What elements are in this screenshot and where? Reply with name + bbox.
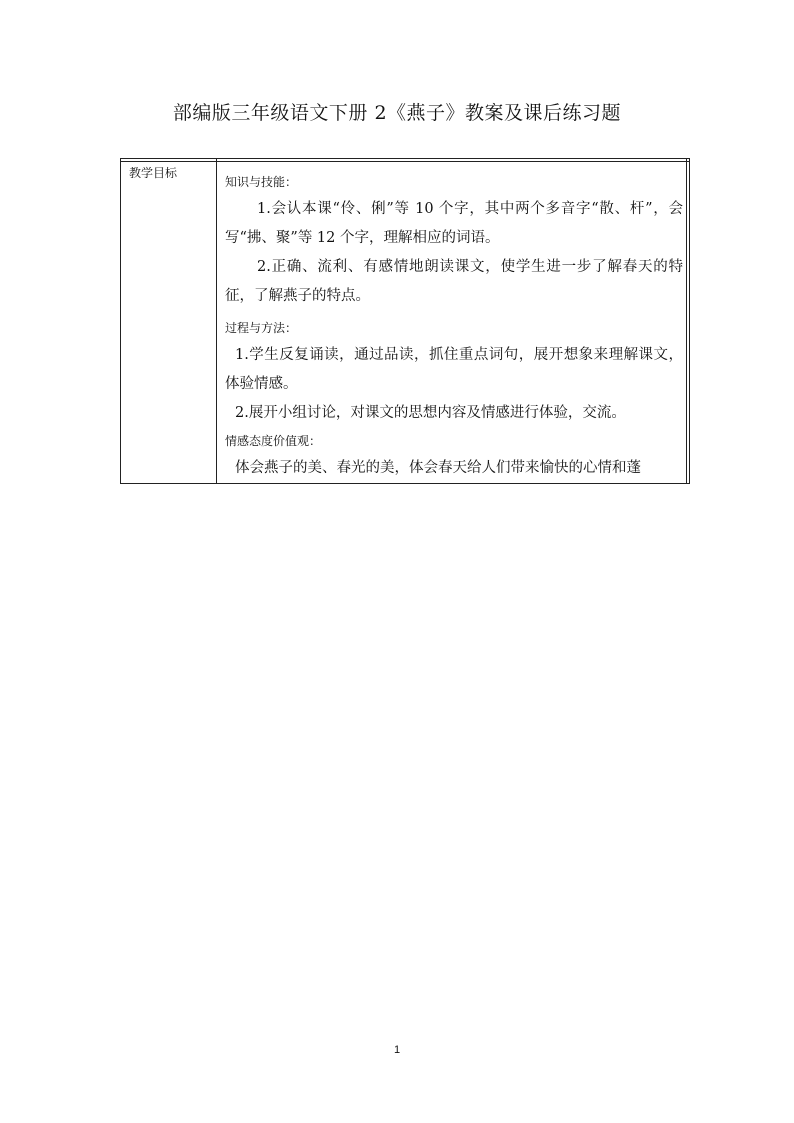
- objective-item: 2.正确、流利、有感情地朗读课文，使学生进一步了解春天的特征，了解燕子的特点。: [225, 259, 683, 304]
- table-inner-right-border: [686, 159, 687, 483]
- section-heading-process-methods: 过程与方法：: [225, 321, 298, 335]
- objective-item: 2.展开小组讨论，对课文的思想内容及情感进行体验，交流。: [235, 405, 626, 421]
- objective-item: 1.学生反复诵读，通过品读，抓住重点词句，展开想象来理解课文，体验情感。: [225, 347, 683, 392]
- table-inner-top-border: [121, 161, 689, 162]
- lesson-objectives-table: [120, 158, 690, 484]
- row-label-teaching-objectives: 教学目标: [129, 166, 178, 180]
- objective-item: 1.会认本课“伶、俐”等 10 个字，其中两个多音字“散、杆”，会写“拂、聚”等 12 个字，理解相应的词语。: [225, 201, 683, 246]
- page-number: 1: [393, 1044, 401, 1056]
- objectives-content: [225, 169, 683, 483]
- table-column-divider: [216, 159, 217, 483]
- section-heading-knowledge-skills: 知识与技能：: [225, 175, 298, 189]
- document-title: 部编版三年级语文下册 2《燕子》教案及课后练习题: [172, 102, 622, 124]
- objective-item: 体会燕子的美、春光的美，体会春天给人们带来愉快的心情和蓬: [235, 460, 641, 476]
- section-heading-emotion-values: 情感态度价值观：: [225, 434, 322, 448]
